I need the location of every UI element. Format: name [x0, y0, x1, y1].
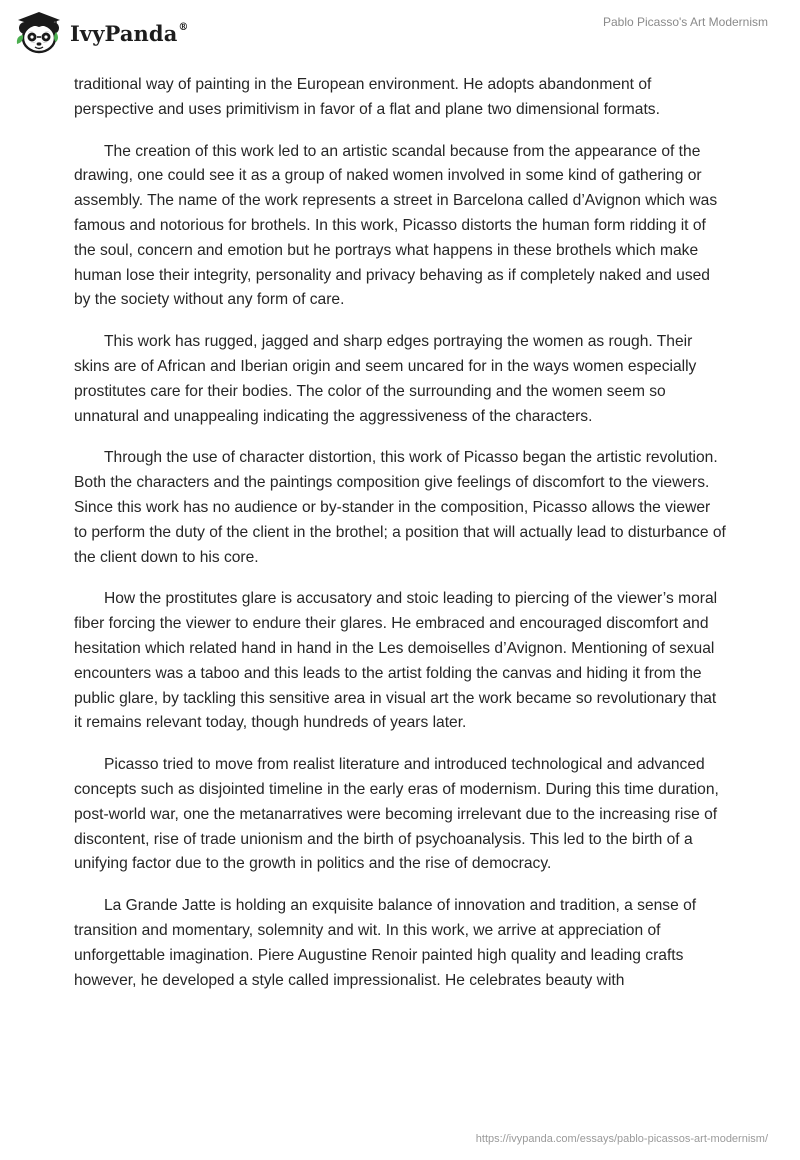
brand-name — [70, 21, 189, 46]
essay-body — [74, 73, 726, 1010]
brand-text: IvyPanda — [70, 20, 178, 46]
paragraph-6: Picasso tried to move from realist literature and introduced technological and advanced concepts such as disjointed timeline in the early eras of modernism. During this time duration, post-world war, one the metanarratives were becoming irrelevant due to the increasing rise of discontent, rise of trade unionism and the birth of psychoanalysis. This led to the birth of a unifying factor due to the growth in politics and the rise of democracy. — [74, 756, 719, 873]
paragraph-1: traditional way of painting in the European environment. He adopts abandonment of perspective and uses primitivism in favor of a flat and plane two dimensional formats. — [74, 76, 660, 118]
document-title: Pablo Picasso's Art Modernism — [602, 15, 768, 29]
paragraph-4: Through the use of character distortion, this work of Picasso began the artistic revolution. Both the characters and the paintings composition give feelings of discomfort to the viewers. Since this work has no audience or by-stander in the composition, Picasso allows the viewer to perform the duty of the client in the brothel; a position that will actually lead to disturbance of the client down to his core. — [74, 449, 726, 566]
ivypanda-logo[interactable] — [14, 8, 189, 58]
paragraph-3: This work has rugged, jagged and sharp edges portraying the women as rough. Their skins are of African and Iberian origin and seem uncared for in the ways women especially prostitutes care for their bodies. The color of the surrounding and the women seem so unnatural and unappealing indicating the aggressiveness of the characters. — [74, 333, 697, 425]
registered-mark: ® — [178, 21, 189, 33]
paragraph-7: La Grande Jatte is holding an exquisite balance of innovation and tradition, a sense of transition and momentary, solemnity and wit. In this work, we arrive at appreciation of unforgettable imagination. Piere Augustine Renoir painted high quality and leading crafts however, he developed a style called impressionalist. He celebrates beauty with — [74, 897, 697, 989]
paragraph-5: How the prostitutes glare is accusatory and stoic leading to piercing of the viewer’s moral fiber forcing the viewer to endure their glares. He embraced and encouraged discomfort and hesitation which related hand in hand in the Les demoiselles d’Avignon. Mentioning of sexual encounters was a taboo and this leads to the artist folding the canvas and hiding it from the public glare, by tackling this sensitive area in visual art the work became so revolutionary that it remains relevant today, though hundreds of years later. — [74, 590, 718, 732]
source-url[interactable]: https://ivypanda.com/essays/pablo-picassos-art-modernism/ — [475, 1133, 768, 1145]
page-header — [0, 0, 800, 70]
panda-graduate-icon — [14, 10, 64, 56]
paragraph-2: The creation of this work led to an artistic scandal because from the appearance of the drawing, one could see it as a group of naked women involved in some kind of gathering or assembly. The name of the work represents a street in Barcelona called d’Avignon which was famous and notorious for brothels. In this work, Picasso distorts the human form ridding it of the soul, concern and emotion but he portrays what happens in these brothels which make human lose their integrity, personality and privacy behaving as if completely naked and used by the society without any form of care. — [74, 142, 718, 309]
